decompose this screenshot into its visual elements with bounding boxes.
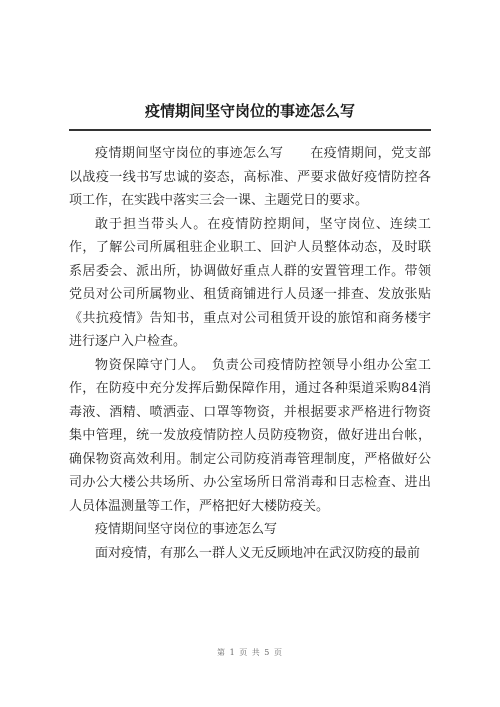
paragraph-wuhan: 面对疫情，有那么一群人义无反顾地冲在武汉防疫的最前 bbox=[95, 545, 421, 561]
paragraph-subtitle: 疫情期间坚守岗位的事迹怎么写 bbox=[95, 522, 278, 537]
page-footer: 第 1 页 共 5 页 bbox=[217, 648, 283, 657]
paragraph-supplies: 物资保障守门人。 负责公司疫情防控领导小组办公室工作，在防疫中充分发挥后勤保障作用，通过各种渠道采购84消毒液、酒精、喷洒壶、口罩等物资，并根据要求严格进行物资集中管理，统一发放疫情防控人员防疫物资，做好进出台帐，确保物资高效利用。制定公司防疫消毒管理制度，严格做好公司办公大楼公共场所、办公室场所日常消毒和日志检查、进出人员体温测量等工作，严格把好大楼防疫关。 bbox=[69, 357, 431, 514]
document-title: 疫情期间坚守岗位的事迹怎么写 bbox=[144, 102, 355, 120]
document-body bbox=[69, 142, 431, 565]
title-divider bbox=[69, 129, 431, 131]
paragraph-leader: 敢于担当带头人。在疫情防控期间，坚守岗位、连续工作，了解公司所属租驻企业职工、回沪人员整体动态，及时联系居委会、派出所，协调做好重点人群的安置管理工作。带领党员对公司所属物业、租赁商铺进行人员逐一排查、发放张贴《共抗疫情》告知书，重点对公司租赁开设的旅馆和商务楼宇进行逐户入户检查。 bbox=[69, 216, 431, 349]
paragraph-intro: 疫情期间坚守岗位的事迹怎么写 在疫情期间，党支部以战疫一线书写忠诚的姿态，高标准、严要求做好疫情防控各项工作，在实践中落实三会一课、主题党日的要求。 bbox=[69, 146, 431, 208]
